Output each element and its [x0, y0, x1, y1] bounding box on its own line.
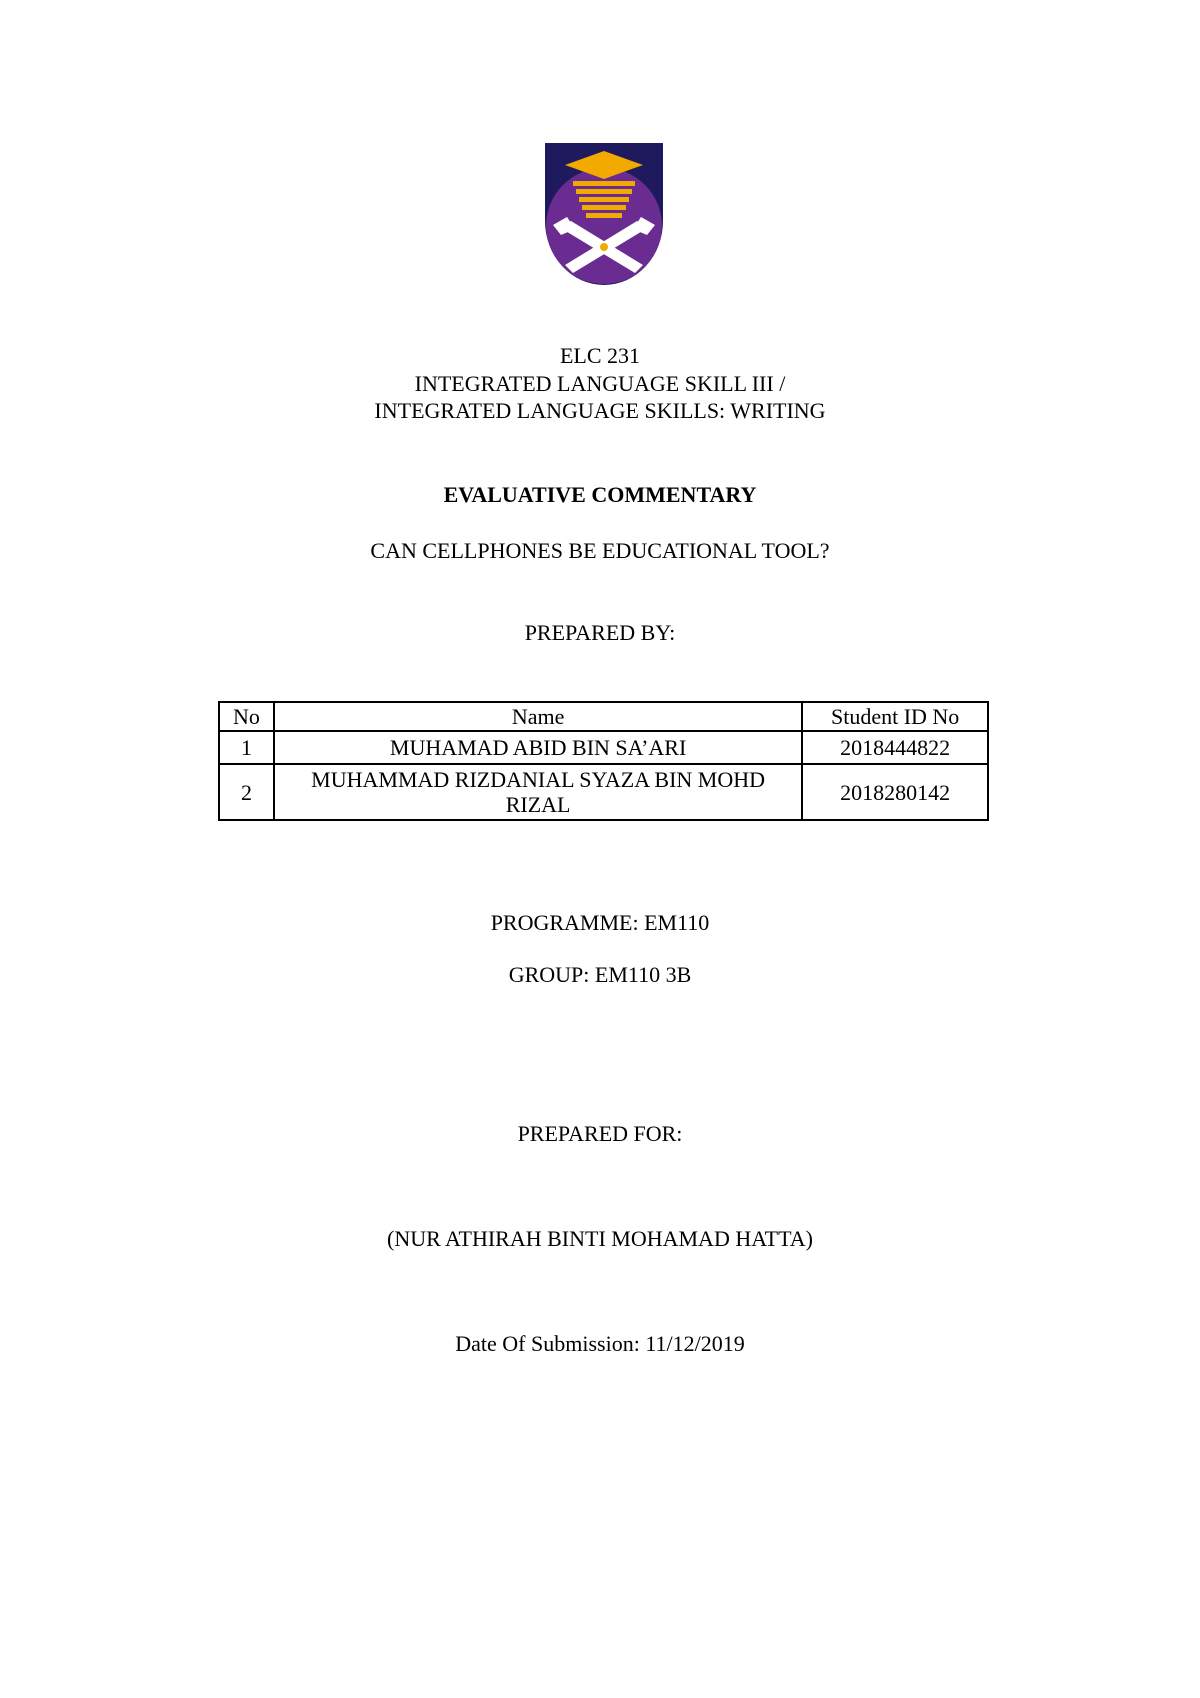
prepared-for-label: PREPARED FOR:	[517, 1121, 683, 1146]
prepared-by-label: PREPARED BY:	[524, 620, 676, 645]
row-name-line-2: RIZAL	[505, 792, 571, 817]
uitm-crest-icon	[545, 143, 663, 285]
header-name: Name	[274, 702, 802, 731]
table-header-row	[219, 702, 988, 731]
lecturer-name: (NUR ATHIRAH BINTI MOHAMAD HATTA)	[387, 1226, 813, 1251]
row-student-id: 2018280142	[802, 764, 988, 820]
programme: PROGRAMME: EM110	[490, 910, 710, 935]
row-name	[274, 764, 802, 820]
table-row	[219, 764, 988, 820]
course-code: ELC 231	[559, 343, 641, 368]
row-name: MUHAMAD ABID BIN SA’ARI	[274, 731, 802, 764]
header-no: No	[219, 702, 274, 731]
course-title-line-1: INTEGRATED LANGUAGE SKILL III /	[414, 371, 786, 396]
row-no: 2	[219, 764, 274, 820]
course-title-line-2: INTEGRATED LANGUAGE SKILLS: WRITING	[374, 398, 826, 423]
row-student-id: 2018444822	[802, 731, 988, 764]
header-student-id: Student ID No	[802, 702, 988, 731]
group: GROUP: EM110 3B	[508, 962, 692, 987]
assignment-topic: CAN CELLPHONES BE EDUCATIONAL TOOL?	[370, 538, 830, 563]
members-table	[218, 701, 989, 821]
table-row	[219, 731, 988, 764]
row-no: 1	[219, 731, 274, 764]
row-name-line-1: MUHAMMAD RIZDANIAL SYAZA BIN MOHD	[311, 767, 766, 792]
submission-date: Date Of Submission: 11/12/2019	[455, 1331, 745, 1356]
assignment-type: EVALUATIVE COMMENTARY	[443, 482, 757, 507]
